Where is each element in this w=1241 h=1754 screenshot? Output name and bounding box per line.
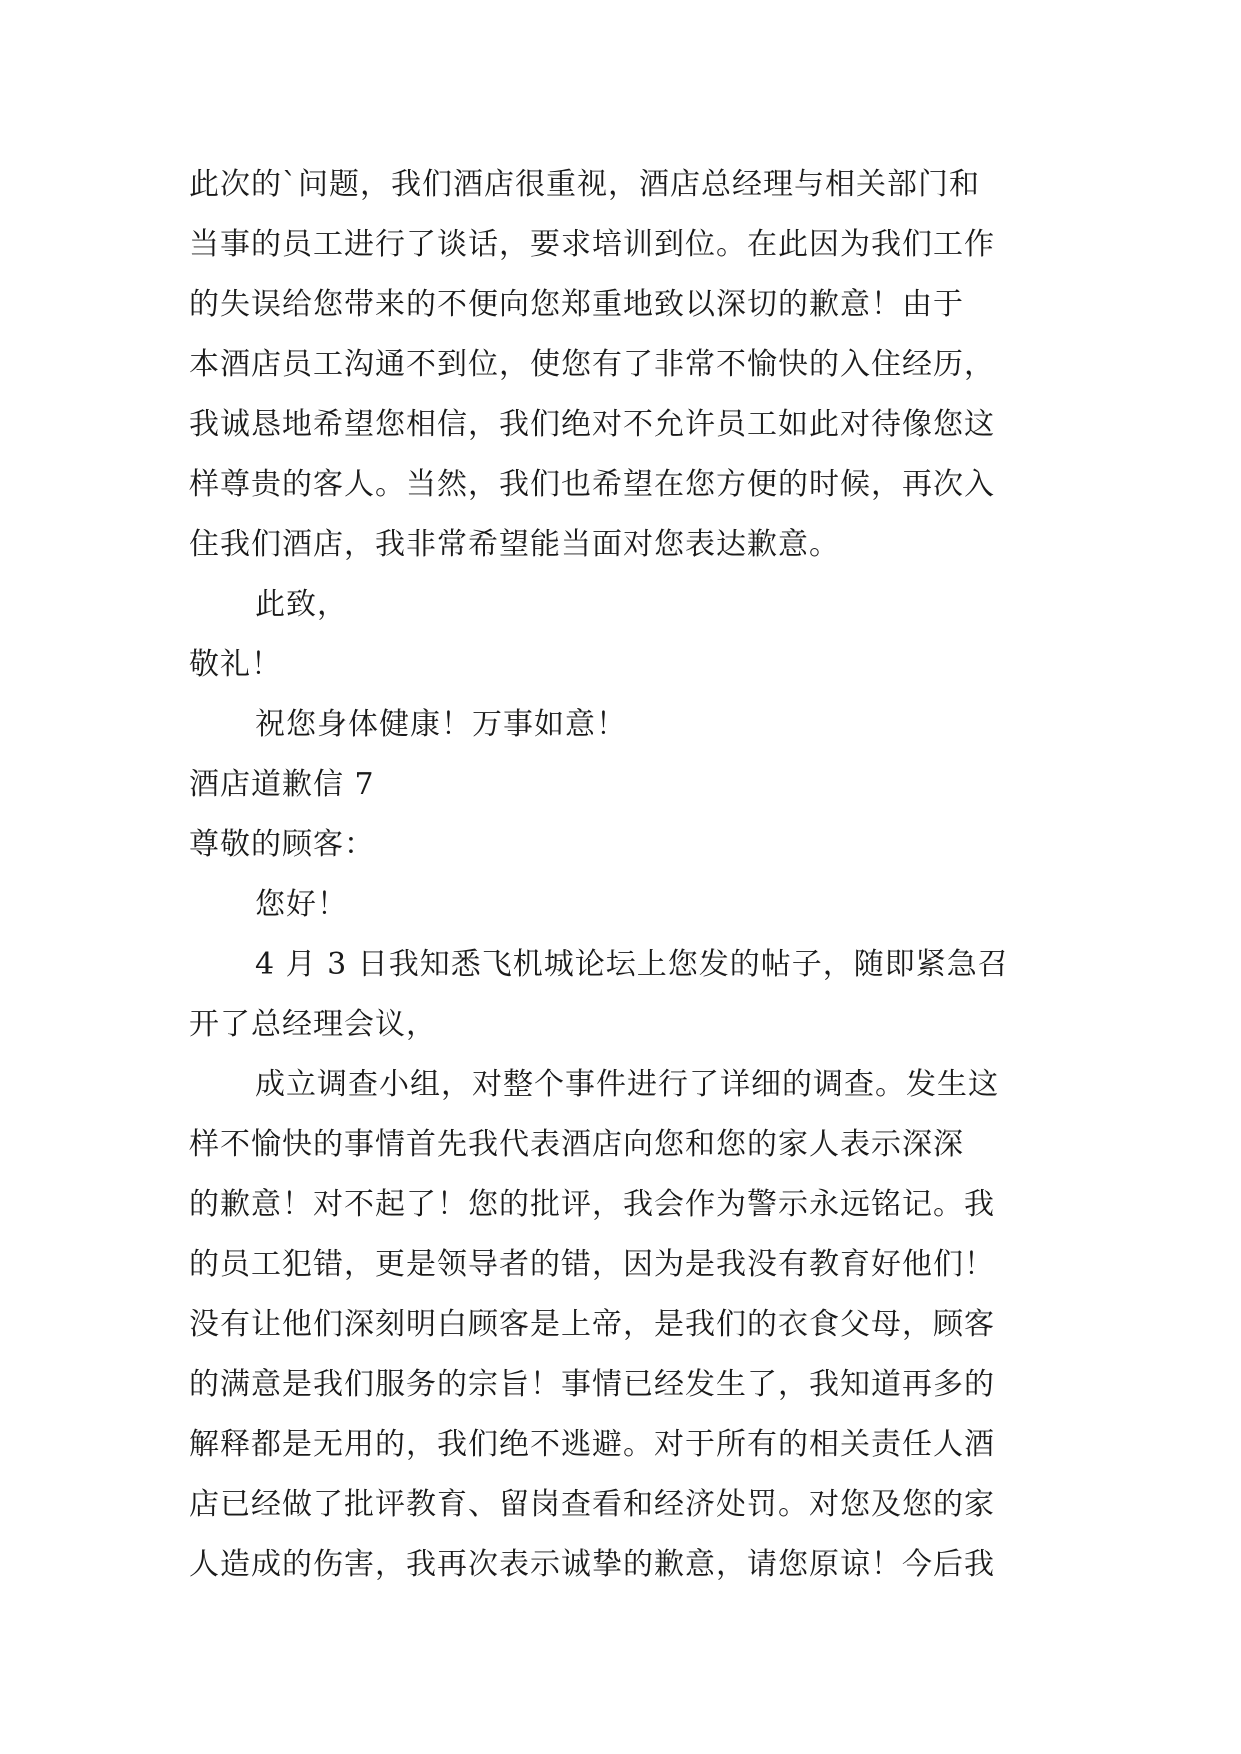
text-line: 成立调查小组，对整个事件进行了详细的调查。发生这 — [255, 1067, 999, 1102]
hello-line: 您好！ — [255, 887, 348, 922]
closing-line: 此致， — [255, 587, 348, 622]
text-line: 样不愉快的事情首先我代表酒店向您和您的家人表示深深 — [189, 1127, 964, 1162]
text-line: 4 月 3 日我知悉飞机城论坛上您发的帖子，随即紧急召 — [255, 947, 1009, 982]
text-line: 的员工犯错，更是领导者的错，因为是我没有教育好他们！ — [189, 1247, 995, 1282]
greeting-line: 尊敬的顾客： — [189, 827, 375, 862]
text-line: 样尊贵的客人。当然，我们也希望在您方便的时候，再次入 — [189, 467, 995, 502]
text-line: 没有让他们深刻明白顾客是上帝，是我们的衣食父母，顾客 — [189, 1307, 995, 1342]
section-title: 酒店道歉信 7 — [189, 767, 375, 802]
wish-line: 祝您身体健康！万事如意！ — [255, 707, 627, 742]
text-line: 此次的`问题，我们酒店很重视，酒店总经理与相关部门和 — [189, 167, 980, 202]
text-line: 的失误给您带来的不便向您郑重地致以深切的歉意！由于 — [189, 287, 964, 322]
text-line: 我诚恳地希望您相信，我们绝对不允许员工如此对待像您这 — [189, 407, 995, 442]
salutation-line: 敬礼！ — [189, 647, 282, 682]
document-body — [189, 155, 1059, 1595]
text-line: 解释都是无用的，我们绝不逃避。对于所有的相关责任人酒 — [189, 1427, 995, 1462]
text-line: 住我们酒店，我非常希望能当面对您表达歉意。 — [189, 527, 840, 562]
text-line: 的歉意！对不起了！您的批评，我会作为警示永远铭记。我 — [189, 1187, 995, 1222]
text-line: 人造成的伤害，我再次表示诚挚的歉意，请您原谅！今后我 — [189, 1547, 995, 1582]
text-line: 店已经做了批评教育、留岗查看和经济处罚。对您及您的家 — [189, 1487, 995, 1522]
text-line: 当事的员工进行了谈话，要求培训到位。在此因为我们工作 — [189, 227, 995, 262]
text-line: 开了总经理会议， — [189, 1007, 437, 1042]
text-line: 的满意是我们服务的宗旨！事情已经发生了，我知道再多的 — [189, 1367, 995, 1402]
text-line: 本酒店员工沟通不到位，使您有了非常不愉快的入住经历， — [189, 347, 995, 382]
